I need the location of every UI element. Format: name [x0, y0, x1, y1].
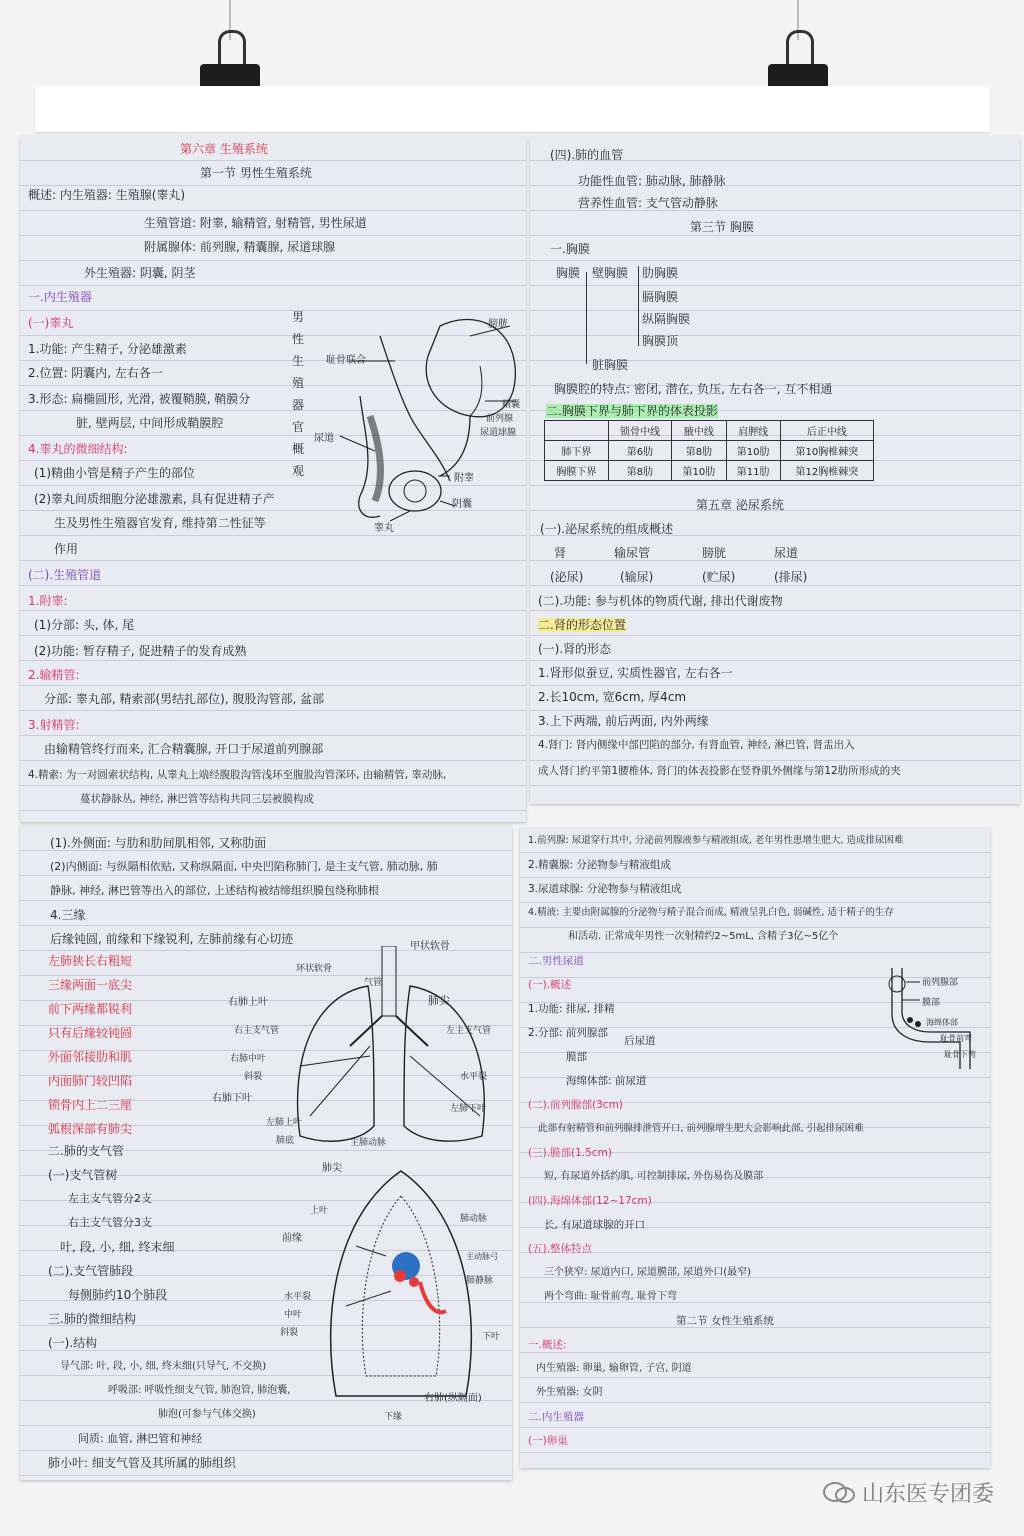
- note-line: 2.精囊腺: 分泌物参与精液组成: [528, 859, 671, 871]
- organ-function: (贮尿): [702, 570, 736, 584]
- note-line: 蔓状静脉丛, 神经, 淋巴管等结构共同三层被膜构成: [80, 793, 314, 805]
- tree-node: 脏胸膜: [592, 358, 629, 372]
- note-heading: 1.附睾:: [28, 594, 68, 608]
- note-heading: (五).整体特点: [528, 1243, 593, 1255]
- fig-label: 前列腺部: [922, 978, 959, 988]
- note-heading: (一)卵巢: [528, 1435, 568, 1447]
- note-heading: (二).前列腺部(3cm): [528, 1099, 623, 1111]
- note-line: 后尿道: [624, 1035, 656, 1047]
- fig-label: 主肺动脉: [350, 1138, 387, 1148]
- note-line: 叶, 段, 小, 细, 终末细: [60, 1240, 175, 1254]
- organ-label: 输尿管: [614, 546, 651, 560]
- note-heading: (一)支气管树: [48, 1168, 118, 1182]
- fig-label: 左主支气管: [446, 1026, 492, 1036]
- note-heading: 一.概述:: [528, 1339, 567, 1351]
- note-line: 3.上下两端, 前后两面, 内外两缘: [538, 714, 709, 728]
- tree-leaf: 肋胸膜: [642, 266, 679, 280]
- table-cell: [545, 421, 609, 441]
- note-line: 两个弯曲: 耻骨前弯, 耻骨下弯: [544, 1291, 677, 1302]
- organ-label: 膀胱: [702, 546, 727, 560]
- note-line: 外生殖器: 阴囊, 阴茎: [84, 266, 196, 280]
- fig-label: 中叶: [284, 1310, 303, 1320]
- note-line: 此部有射精管和前列腺排泄管开口, 前列腺增生肥大会影响此部, 引起排尿困难: [538, 1123, 864, 1134]
- note-line: 三个狭窄: 尿道内口, 尿道膜部, 尿道外口(最窄): [544, 1267, 752, 1278]
- note-line: 呼吸部: 呼吸性细支气管, 肺泡管, 肺泡囊,: [108, 1385, 291, 1396]
- note-heading: 二.肾的形态位置: [538, 618, 626, 632]
- note-line: 生及男性生殖器官发育, 维持第二性征等: [54, 516, 266, 530]
- fig-label: 斜裂: [244, 1072, 263, 1082]
- note-line: 2.长10cm, 宽6cm, 厚4cm: [538, 690, 687, 704]
- note-line: 1.功能: 排尿, 排精: [528, 1003, 615, 1015]
- fig-label: 右主支气管: [234, 1026, 280, 1036]
- note-heading: 二.内生殖器: [528, 1411, 584, 1423]
- note-line: 和活动. 正常成年男性一次射精约2~5mL, 含精子3亿~5亿个: [568, 931, 839, 942]
- note-heading: (一).结构: [48, 1336, 98, 1350]
- note-line: (2)内侧面: 与纵隔相依贴, 又称纵隔面, 中央凹陷称肺门, 是主支气管, 肺动脉, 肺: [50, 860, 438, 873]
- organ-label: 肾: [554, 546, 567, 560]
- organ-function: (泌尿): [550, 570, 584, 584]
- mnemonic-line: 弧根深部有肺尖: [48, 1122, 133, 1136]
- note-line: 1.前列腺: 尿道穿行其中, 分泌前列腺液参与精液组成, 老年男性患增生肥大, 造成排尿困难: [528, 835, 904, 846]
- note-line: 4.肾门: 肾内侧缘中部凹陷的部分, 有肾血管, 神经, 淋巴管, 肾盂出入: [538, 739, 855, 751]
- lung-mediastinal-diagram: [316, 1166, 486, 1406]
- table-header: 后正中线: [780, 421, 873, 441]
- fig-label: 肺尖: [428, 994, 450, 1007]
- fig-label: 右肺中叶: [230, 1054, 267, 1064]
- note-line: 肺小叶: 细支气管及其所属的肺组织: [48, 1456, 236, 1470]
- section-title: 第一节 男性生殖系统: [200, 166, 312, 180]
- fig-label: 左肺下叶: [450, 1104, 487, 1114]
- note-line: 3.形态: 扁椭圆形, 光滑, 被覆鞘膜, 鞘膜分: [28, 392, 251, 406]
- fig-label: 左肺上叶: [266, 1118, 303, 1128]
- fig-label: 前缘: [282, 1233, 302, 1244]
- organ-function: (输尿): [620, 570, 654, 584]
- watermark-text: 山东医专团委: [861, 1482, 994, 1507]
- section-title: 第三节 胸膜: [690, 220, 754, 234]
- table-cell: 第11肋: [726, 461, 780, 481]
- note-line: 2.位置: 阴囊内, 左右各一: [28, 366, 163, 380]
- tree-leaf: 胸膜顶: [642, 334, 679, 348]
- table-cell: 第6肋: [608, 441, 672, 461]
- table-cell: 第10肋: [672, 461, 726, 481]
- table-cell: 第12胸椎棘突: [780, 461, 873, 481]
- tree-root: 一.胸膜: [550, 242, 590, 256]
- fig-label: 上叶: [310, 1206, 329, 1216]
- fig-label: 膀胱: [488, 319, 508, 330]
- table-cell: 肺下界: [545, 441, 609, 461]
- table-cell: 第10胸椎棘突: [780, 441, 873, 461]
- fig-label: 肺静脉: [466, 1276, 494, 1286]
- watermark: [822, 1477, 994, 1508]
- note-line: 营养性血管: 支气管动静脉: [578, 196, 718, 210]
- table-header: 腋中线: [672, 421, 726, 441]
- mnemonic-line: 前下两缘都锐利: [48, 1002, 133, 1016]
- wechat-icon: [822, 1481, 856, 1505]
- fig-label: 主动脉弓: [466, 1252, 498, 1261]
- note-line: 作用: [54, 542, 79, 556]
- note-heading: 二.肺的支气管: [48, 1144, 124, 1158]
- note-line: 附属腺体: 前列腺, 精囊腺, 尿道球腺: [144, 240, 336, 254]
- mnemonic-line: 内面肺门较凹陷: [48, 1074, 133, 1088]
- notes-photo-lungs: [20, 826, 512, 1480]
- note-heading: 2.输精管:: [28, 668, 80, 682]
- tree-node: 壁胸膜: [592, 266, 629, 280]
- tree-node: 胸膜: [556, 266, 581, 280]
- note-line: 4.精索: 为一对圆索状结构, 从睾丸上端经腹股沟管浅环至腹股沟管深环, 由输精管, 睾动脉,: [28, 769, 447, 781]
- note-line: 静脉, 神经, 淋巴管等出入的部位, 上述结构被结缔组织膜包绕称肺根: [50, 884, 379, 897]
- notes-photo-pleura-urinary: [530, 136, 1020, 804]
- note-line: 每侧肺约10个肺段: [68, 1288, 168, 1302]
- note-line: 概述: 内生殖器: 生殖腺(睾丸): [28, 188, 186, 202]
- table-header: 锁骨中线: [608, 421, 672, 441]
- note-line: 外生殖器: 女阴: [536, 1387, 603, 1398]
- note-heading: (一).泌尿系统的组成概述: [540, 522, 674, 536]
- fig-label: 耻骨联合: [326, 355, 366, 366]
- table-row: [545, 461, 874, 481]
- fig-label: 附睾: [454, 473, 474, 484]
- note-line: (二).功能: 参与机体的物质代谢, 排出代谢废物: [538, 594, 783, 608]
- note-line: 导气部: 叶, 段, 小, 细, 终末细(只导气, 不交换): [60, 1361, 267, 1372]
- note-line: 分部: 睾丸部, 精索部(男结扎部位), 腹股沟管部, 盆部: [44, 692, 325, 706]
- fig-label: 睾丸: [374, 523, 394, 534]
- mnemonic-line: 外面邻接肋和肌: [48, 1050, 133, 1064]
- note-line: (一).肾的形态: [538, 642, 612, 656]
- note-line: 成人肾门约平第1腰椎体, 肾门的体表投影在竖脊肌外侧缘与第12肋所形成的夹: [538, 765, 901, 777]
- note-line: 生殖管道: 附睾, 输精管, 射精管, 男性尿道: [144, 216, 367, 230]
- note-line: 长, 有尿道球腺的开口: [544, 1219, 646, 1231]
- tree-leaf: 膈胸膜: [642, 290, 679, 304]
- fig-label: 水平裂: [460, 1072, 488, 1082]
- fig-label: 海绵体部: [926, 1018, 958, 1027]
- note-line: 左主支气管分2支: [68, 1192, 152, 1205]
- notes-photo-male-reproductive: [20, 136, 526, 822]
- fig-label: 耻骨前弯: [940, 1034, 972, 1043]
- organ-function: (排尿): [774, 570, 808, 584]
- note-line: (1)分部: 头, 体, 尾: [34, 618, 135, 632]
- fig-label: 气管: [364, 978, 383, 988]
- note-line: 1.功能: 产生精子, 分泌雄激素: [28, 342, 187, 356]
- note-line: (2)睾丸间质细胞分泌雄激素, 具有促进精子产: [34, 492, 275, 506]
- fig-label: 尿道: [314, 433, 334, 444]
- mnemonic-line: 锁骨内上二三厘: [48, 1098, 133, 1112]
- note-line: 肺泡(可参与气体交换): [158, 1409, 256, 1420]
- fig-label: 环状软骨: [296, 964, 333, 974]
- table-cell: 第8肋: [672, 441, 726, 461]
- note-heading: (二).支气管肺段: [48, 1264, 134, 1278]
- fig-label: 水平裂: [284, 1292, 312, 1302]
- fig-label: 右肺(纵隔面): [424, 1393, 482, 1404]
- fig-label: 精囊: [502, 400, 521, 410]
- note-line: (1).外侧面: 与肋和肋间肌相邻, 又称肋面: [50, 836, 267, 850]
- fig-label: 甲状软骨: [410, 941, 450, 952]
- fig-label: 斜裂: [280, 1328, 299, 1338]
- lungs-trachea-diagram: [270, 946, 510, 1161]
- fig-label: 阴囊: [452, 499, 472, 510]
- note-line: (1)精曲小管是精子产生的部位: [34, 466, 195, 480]
- note-line: (四).肺的血管: [550, 148, 624, 162]
- note-line: 短, 有尿道外括约肌, 可控制排尿, 外伤易伤及膜部: [544, 1171, 764, 1182]
- mnemonic-line: 三缘两面一底尖: [48, 978, 133, 992]
- note-line: 内生殖器: 卵巢, 输卵管, 子宫, 阴道: [536, 1363, 692, 1374]
- display-board: [35, 86, 990, 132]
- note-line: 海绵体部: 前尿道: [566, 1075, 647, 1087]
- note-heading: 3.射精管:: [28, 718, 80, 732]
- fig-label: 肺动脉: [460, 1214, 488, 1224]
- note-heading: 一.内生殖器: [28, 290, 92, 304]
- mnemonic-line: 只有后缘较钝圆: [48, 1026, 133, 1040]
- fig-label: 肺底: [276, 1136, 295, 1146]
- note-heading: 4.睾丸的微细结构:: [28, 442, 128, 456]
- note-heading: (一)睾丸: [28, 316, 74, 330]
- pleura-lung-boundary-table: [544, 420, 874, 481]
- note-heading: 二.男性尿道: [528, 955, 584, 967]
- note-line: 后缘钝圆, 前缘和下缘锐利, 左肺前缘有心切迹: [50, 932, 294, 946]
- tree-leaf: 纵隔胸膜: [642, 312, 691, 326]
- mnemonic-line: 左肺狭长右粗短: [48, 954, 133, 968]
- note-line: 2.分部: 前列腺部: [528, 1027, 608, 1039]
- note-line: 膜部: [566, 1051, 587, 1063]
- note-line: 4.精液: 主要由附属腺的分泌物与精子混合而成, 精液呈乳白色, 弱碱性, 适于精子的生存: [528, 907, 894, 918]
- note-line: 胸膜腔的特点: 密闭, 潜在, 负压, 左右各一, 互不相通: [554, 382, 833, 396]
- fig-label: 前列腺: [486, 414, 514, 424]
- chapter-title: 第五章 泌尿系统: [696, 498, 784, 512]
- fig-label: 肺尖: [322, 1163, 342, 1174]
- note-heading: 三.肺的微细结构: [48, 1312, 136, 1326]
- table-header: 肩胛线: [726, 421, 780, 441]
- fig-label: 下缘: [384, 1412, 403, 1422]
- note-line: 3.尿道球腺: 分泌物参与精液组成: [528, 883, 682, 895]
- note-line: 间质: 血管, 淋巴管和神经: [78, 1432, 203, 1445]
- note-line: 1.肾形似蚕豆, 实质性器官, 左右各一: [538, 666, 733, 680]
- note-heading: (四).海绵体部(12~17cm): [528, 1195, 652, 1207]
- note-heading: (一).概述: [528, 979, 572, 991]
- note-line: (2)功能: 暂存精子, 促进精子的发育成熟: [34, 644, 247, 658]
- fig-label: 右肺下叶: [212, 1093, 252, 1104]
- note-heading: (二).生殖管道: [28, 568, 102, 582]
- fig-label: 右肺上叶: [228, 997, 268, 1008]
- section-title: 第二节 女性生殖系统: [676, 1315, 774, 1327]
- fig-label: 耻骨下弯: [944, 1050, 976, 1059]
- table-cell: 胸膜下界: [545, 461, 609, 481]
- note-line: 脏, 壁两层, 中间形成鞘膜腔: [76, 416, 224, 430]
- note-line: 功能性血管: 肺动脉, 肺静脉: [578, 174, 726, 188]
- table-cell: 第8肋: [608, 461, 672, 481]
- fig-label: 下叶: [482, 1332, 501, 1342]
- note-line: 由输精管终行而来, 汇合精囊腺, 开口于尿道前列腺部: [44, 742, 324, 756]
- chapter-title: 第六章 生殖系统: [180, 142, 268, 156]
- fig-label: 膜部: [922, 998, 941, 1008]
- fig-label: 尿道球腺: [480, 428, 517, 438]
- table-title: 二.胸膜下界与肺下界的体表投影: [546, 404, 718, 418]
- table-cell: 第10肋: [726, 441, 780, 461]
- note-line: 右主支气管分3支: [68, 1216, 152, 1229]
- table-row: [545, 441, 874, 461]
- note-heading: 4.三缘: [50, 908, 86, 922]
- organ-label: 尿道: [774, 546, 799, 560]
- note-heading: (三).膜部(1.5cm): [528, 1147, 612, 1159]
- notes-photo-urethra-female: [520, 828, 990, 1468]
- figure-caption-vertical: 男性生殖器官概观: [292, 310, 305, 478]
